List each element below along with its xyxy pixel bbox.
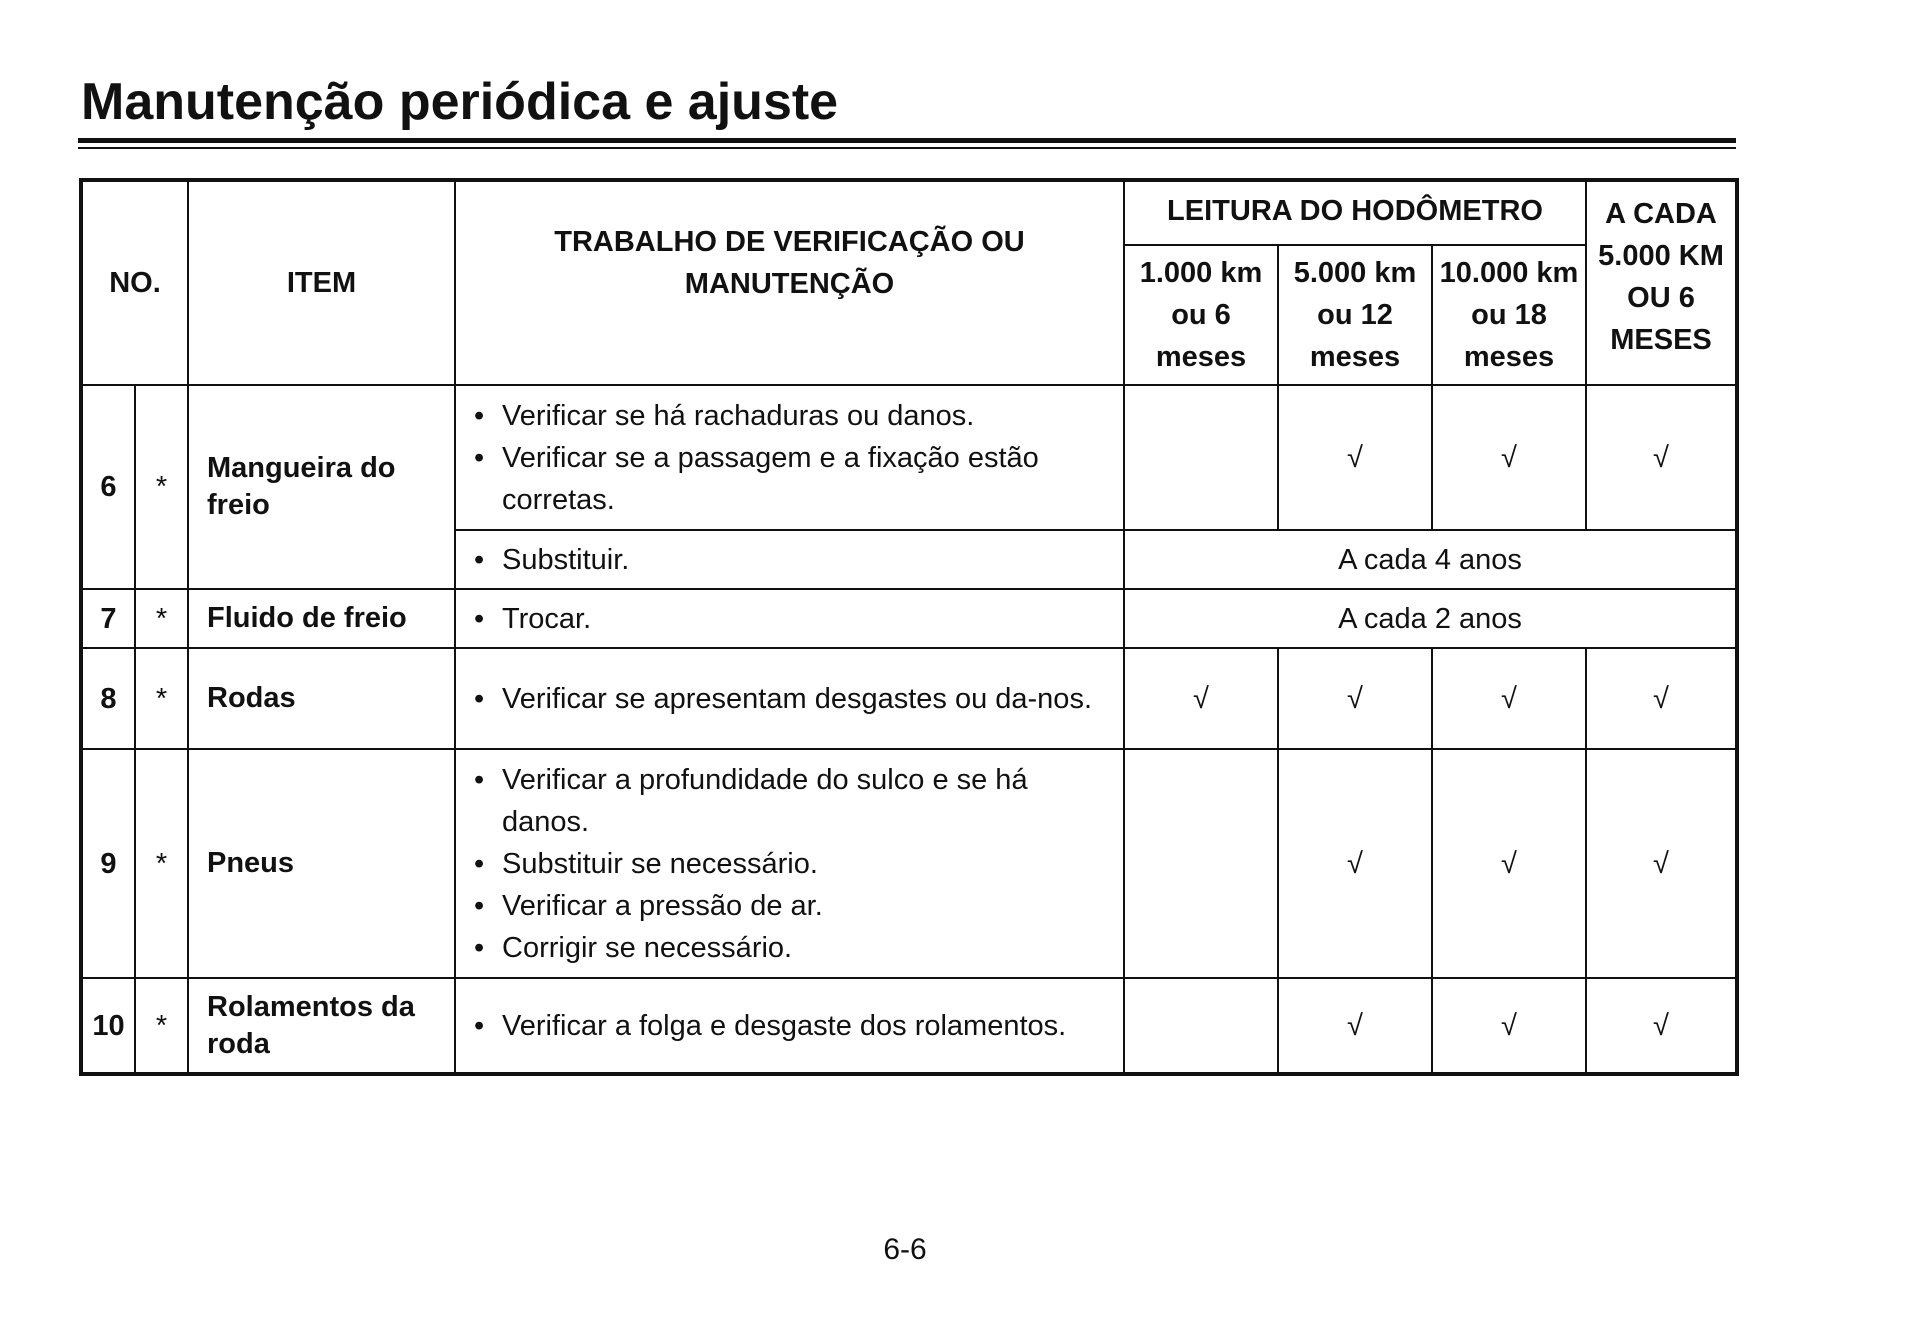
header-work: TRABALHO DE VERIFICAÇÃO OU MANUTENÇÃO xyxy=(455,180,1124,385)
check-odo-2: √ xyxy=(1278,749,1432,978)
row-work xyxy=(455,978,1124,1074)
table-row xyxy=(81,589,1737,648)
row-mark: * xyxy=(135,749,188,978)
check-odo-2: √ xyxy=(1278,385,1432,530)
header-item: ITEM xyxy=(188,180,455,385)
row-work xyxy=(455,648,1124,749)
title-rule-thick xyxy=(78,138,1736,143)
work-bullet: • Trocar. xyxy=(474,598,1115,640)
row-number: 7 xyxy=(81,589,135,648)
check-every: √ xyxy=(1586,648,1737,749)
check-every: √ xyxy=(1586,749,1737,978)
work-bullet: • Verificar se há rachaduras ou danos. xyxy=(474,395,1115,437)
page-title: Manutenção periódica e ajuste xyxy=(81,73,839,131)
row-item: Rolamentos da roda xyxy=(188,978,455,1074)
header-odometer-group: LEITURA DO HODÔMETRO xyxy=(1124,180,1586,245)
row-number: 10 xyxy=(81,978,135,1074)
header-odo-3: 10.000 km ou 18 meses xyxy=(1432,245,1586,385)
row-mark: * xyxy=(135,385,188,589)
maintenance-table xyxy=(79,178,1739,1076)
work-bullet: • Verificar se apresentam desgastes ou da-nos. xyxy=(474,678,1115,720)
page-number: 6-6 xyxy=(883,1233,927,1266)
work-bullet: • Verificar a folga e desgaste dos rolamentos. xyxy=(474,1005,1115,1047)
row-mark: * xyxy=(135,589,188,648)
work-bullet: • Corrigir se necessário. xyxy=(474,927,1115,969)
check-every: √ xyxy=(1586,978,1737,1074)
row-item: Pneus xyxy=(188,749,455,978)
check-odo-1 xyxy=(1124,978,1278,1074)
check-odo-3: √ xyxy=(1432,385,1586,530)
header-odo-2: 5.000 km ou 12 meses xyxy=(1278,245,1432,385)
work-bullet: • Verificar a pressão de ar. xyxy=(474,885,1115,927)
work-bullet: • Substituir. xyxy=(474,539,1115,581)
row-item: Fluido de freio xyxy=(188,589,455,648)
work-bullet: • Substituir se necessário. xyxy=(474,843,1115,885)
row-number: 9 xyxy=(81,749,135,978)
header-row-top xyxy=(81,180,1737,245)
row-mark: * xyxy=(135,978,188,1074)
interval-span: A cada 2 anos xyxy=(1124,589,1737,648)
check-odo-3: √ xyxy=(1432,648,1586,749)
table-row xyxy=(81,978,1737,1074)
work-bullet: • Verificar se a passagem e a fixação estão corretas. xyxy=(474,437,1115,521)
row-work xyxy=(455,589,1124,648)
table-row xyxy=(81,385,1737,530)
row-work xyxy=(455,530,1124,589)
check-odo-3: √ xyxy=(1432,978,1586,1074)
header-every-interval: A CADA 5.000 KM OU 6 MESES xyxy=(1586,180,1737,385)
table-row xyxy=(81,648,1737,749)
header-no: NO. xyxy=(81,180,188,385)
check-odo-1: √ xyxy=(1124,648,1278,749)
row-item: Rodas xyxy=(188,648,455,749)
check-odo-2: √ xyxy=(1278,978,1432,1074)
check-odo-2: √ xyxy=(1278,648,1432,749)
row-number: 6 xyxy=(81,385,135,589)
check-odo-1 xyxy=(1124,385,1278,530)
row-mark: * xyxy=(135,648,188,749)
check-odo-1 xyxy=(1124,749,1278,978)
table-row xyxy=(81,749,1737,978)
title-rule-thin xyxy=(78,147,1736,149)
check-every: √ xyxy=(1586,385,1737,530)
row-number: 8 xyxy=(81,648,135,749)
row-work xyxy=(455,749,1124,978)
interval-span: A cada 4 anos xyxy=(1124,530,1737,589)
row-work xyxy=(455,385,1124,530)
header-odo-1: 1.000 km ou 6 meses xyxy=(1124,245,1278,385)
work-bullet: • Verificar a profundidade do sulco e se há danos. xyxy=(474,759,1115,843)
check-odo-3: √ xyxy=(1432,749,1586,978)
row-item: Mangueira do freio xyxy=(188,385,455,589)
